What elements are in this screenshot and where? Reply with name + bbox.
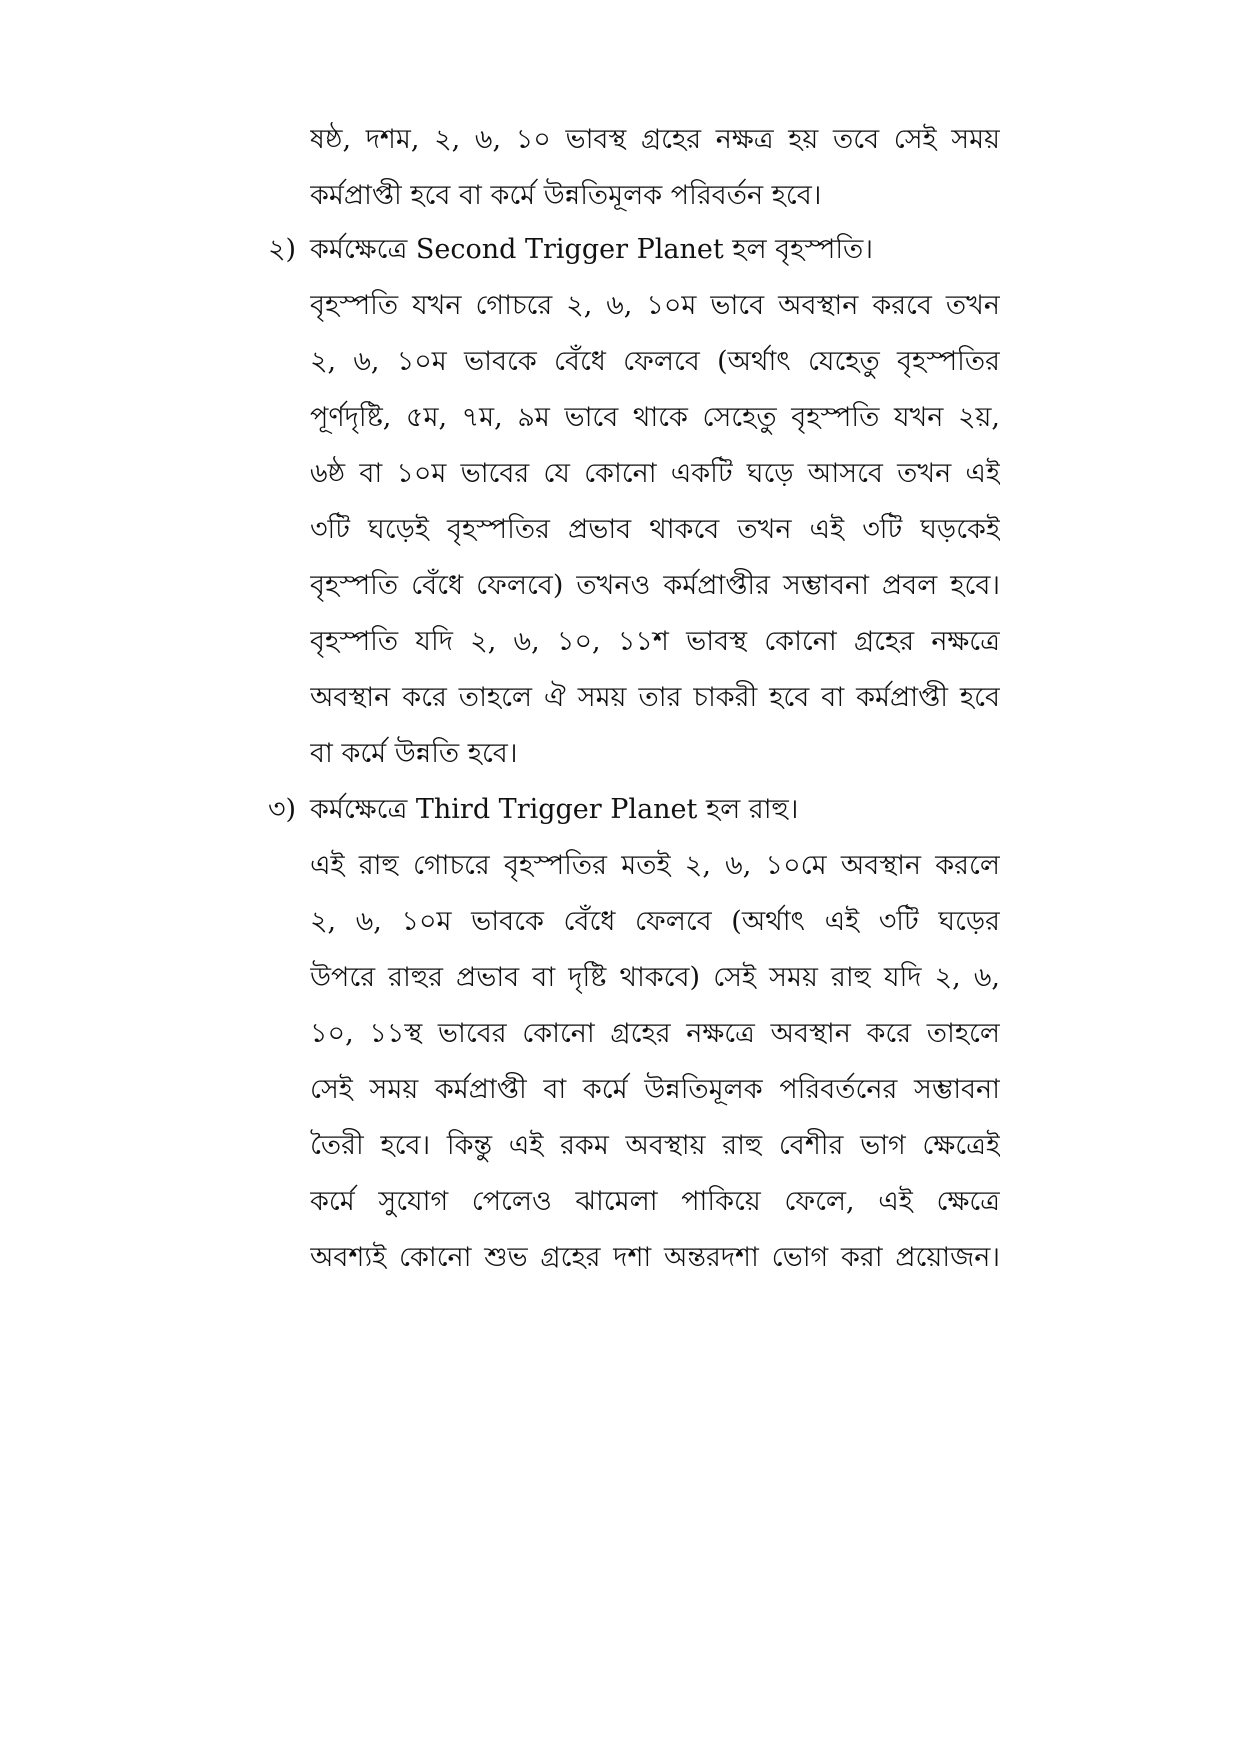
section-2-line-2: ২, ৬, ১০ম ভাবকে বেঁধে ফেলবে (অর্থাৎ যেহেতু বৃহস্পতির bbox=[310, 346, 1000, 377]
section-3-line-1: এই রাহু গোচরে বৃহস্পতির মতই ২, ৬, ১০মে অবস্থান করলে bbox=[310, 850, 1000, 881]
section-3-line-5: সেই সময় কর্মপ্রাপ্তী বা কর্মে উন্নতিমূলক পরিবর্তনের সম্ভাবনা bbox=[310, 1074, 1000, 1105]
section-2-line-3: পূর্ণদৃষ্টি, ৫ম, ৭ম, ৯ম ভাবে থাকে সেহেতু বৃহস্পতি যখন ২য়, bbox=[310, 402, 1000, 433]
section-3-heading bbox=[268, 790, 1000, 830]
section-2-line-6: বৃহস্পতি বেঁধে ফেলবে) তখনও কর্মপ্রাপ্তীর সম্ভাবনা প্রবল হবে। bbox=[310, 570, 1000, 601]
section-3-line-4: ১০, ১১স্থ ভাবের কোনো গ্রহের নক্ষত্রে অবস্থান করে তাহলে bbox=[310, 1018, 1000, 1049]
section-3-number: ৩) bbox=[268, 794, 297, 825]
section-3-line-2: ২, ৬, ১০ম ভাবকে বেঁধে ফেলবে (অর্থাৎ এই ৩টি ঘড়ের bbox=[310, 906, 1000, 937]
section-3-line-6: তৈরী হবে। কিন্তু এই রকম অবস্থায় রাহু বেশীর ভাগ ক্ষেত্রেই bbox=[310, 1130, 1000, 1161]
section-3-line-3: উপরে রাহুর প্রভাব বা দৃষ্টি থাকবে) সেই সময় রাহু যদি ২, ৬, bbox=[310, 962, 1000, 993]
section-3-heading-text: কর্মক্ষেত্রে Third Trigger Planet হল রাহু। bbox=[310, 794, 799, 825]
section-2-heading bbox=[268, 230, 1000, 270]
intro-line-2: কর্মপ্রাপ্তী হবে বা কর্মে উন্নতিমূলক পরিবর্তন হবে। bbox=[310, 180, 822, 211]
section-3-line-8: অবশ্যই কোনো শুভ গ্রহের দশা অন্তরদশা ভোগ করা প্রয়োজন। bbox=[310, 1242, 1000, 1273]
section-2-line-7: বৃহস্পতি যদি ২, ৬, ১০, ১১শ ভাবস্থ কোনো গ্রহের নক্ষত্রে bbox=[310, 626, 1000, 657]
section-2-line-9: বা কর্মে উন্নতি হবে। bbox=[310, 738, 518, 769]
section-2-line-1: বৃহস্পতি যখন গোচরে ২, ৬, ১০ম ভাবে অবস্থান করবে তখন bbox=[310, 290, 1000, 321]
intro-line-1: ষষ্ঠ, দশম, ২, ৬, ১০ ভাবস্থ গ্রহের নক্ষত্র হয় তবে সেই সময় bbox=[310, 124, 1000, 155]
section-2-number: ২) bbox=[268, 234, 297, 265]
section-2-line-4: ৬ষ্ঠ বা ১০ম ভাবের যে কোনো একটি ঘড়ে আসবে তখন এই bbox=[310, 458, 1000, 489]
section-2-line-8: অবস্থান করে তাহলে ঐ সময় তার চাকরী হবে বা কর্মপ্রাপ্তী হবে bbox=[310, 682, 1000, 713]
section-2-heading-text: কর্মক্ষেত্রে Second Trigger Planet হল বৃহস্পতি। bbox=[310, 234, 873, 265]
section-2-line-5: ৩টি ঘড়েই বৃহস্পতির প্রভাব থাকবে তখন এই ৩টি ঘড়কেই bbox=[310, 514, 1000, 545]
section-3-line-7: কর্মে সুযোগ পেলেও ঝামেলা পাকিয়ে ফেলে, এই ক্ষেত্রে bbox=[310, 1186, 1000, 1217]
